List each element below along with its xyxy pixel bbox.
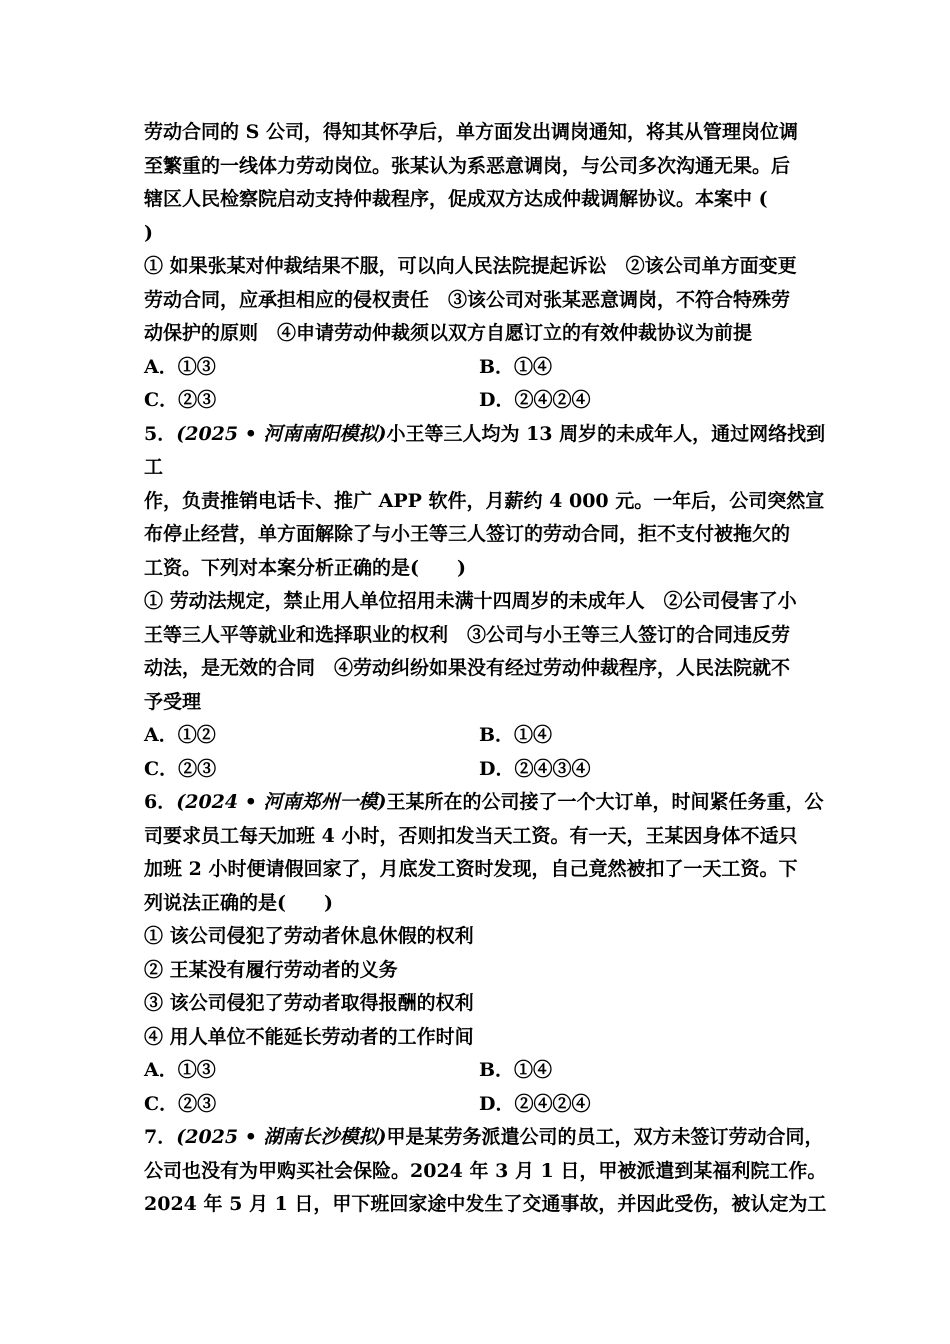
q5-option-c[interactable]: C．②③ xyxy=(144,757,217,780)
q5-statement-line: 予受理 xyxy=(144,690,202,713)
question-5 xyxy=(144,418,834,787)
q5-stem-first: 小王等三人均为 13 周岁的未成年人，通过网络找到工 xyxy=(144,422,826,478)
q4-statement-line: ① 如果张某对仲裁结果不服，可以向人民法院提起诉讼 ②该公司单方面变更 xyxy=(144,255,797,277)
q6-stem-line: 列说法正确的是( ) xyxy=(144,891,333,914)
q7-stem-line: 2024 年 5 月 1 日，甲下班回家途中发生了交通事故，并因此受伤，被认定为工 xyxy=(144,1193,827,1215)
q5-options-row xyxy=(144,719,834,753)
q4-option-a[interactable]: A．①③ xyxy=(144,355,216,378)
q7-source: (2025 • 湖南长沙模拟) xyxy=(176,1126,387,1148)
q6-option-a[interactable]: A．①③ xyxy=(144,1059,216,1081)
q4-option-b[interactable]: B．①④ xyxy=(479,355,553,378)
q4-statement-line: 劳动合同，应承担相应的侵权责任 ③该公司对张某恶意调岗，不符合特殊劳 xyxy=(144,288,791,311)
q6-statement-line: ② 王某没有履行劳动者的义务 xyxy=(144,958,398,981)
q6-statement-line: ④ 用人单位不能延长劳动者的工作时间 xyxy=(144,1025,474,1048)
q6-options-row xyxy=(144,1088,834,1122)
q6-stem-first: 王某所在的公司接了一个大订单，时间紧任务重，公 xyxy=(386,791,824,813)
q6-options-row xyxy=(144,1054,834,1088)
q4-stem-line: 辖区人民检察院启动支持仲裁程序，促成双方达成仲裁调解协议。本案中 ( xyxy=(144,188,768,210)
q6-statement-line: ① 该公司侵犯了劳动者休息休假的权利 xyxy=(144,925,474,947)
document-page xyxy=(144,116,834,1222)
q4-option-d[interactable]: D．②④②④ xyxy=(479,389,591,411)
q5-stem-line: 布停止经营，单方面解除了与小王等三人签订的劳动合同，拒不支付被拖欠的 xyxy=(144,523,791,545)
q5-option-a[interactable]: A．①② xyxy=(144,724,216,746)
q4-options-row xyxy=(144,351,834,385)
question-7 xyxy=(144,1121,834,1222)
q6-option-b[interactable]: B．①④ xyxy=(479,1059,553,1081)
q5-number: 5． xyxy=(144,422,177,445)
q6-option-c[interactable]: C．②③ xyxy=(144,1092,217,1115)
q6-option-d[interactable]: D．②④②④ xyxy=(479,1092,591,1115)
q6-statement-line: ③ 该公司侵犯了劳动者取得报酬的权利 xyxy=(144,992,474,1014)
q4-options-row xyxy=(144,384,834,418)
q4-option-c[interactable]: C．②③ xyxy=(144,389,217,411)
q5-option-b[interactable]: B．①④ xyxy=(479,724,553,746)
q5-statement-line: 王等三人平等就业和选择职业的权利 ③公司与小王等三人签订的合同违反劳 xyxy=(144,623,791,646)
q5-statement-line: 动法，是无效的合同 ④劳动纠纷如果没有经过劳动仲裁程序，人民法院就不 xyxy=(144,657,791,679)
q4-stem-line: ) xyxy=(144,221,153,244)
q7-number: 7． xyxy=(144,1126,177,1148)
q4-stem-line: 至繁重的一线体力劳动岗位。张某认为系恶意调岗，与公司多次沟通无果。后 xyxy=(144,154,791,177)
q5-stem-line xyxy=(144,418,834,485)
q5-options-row xyxy=(144,753,834,787)
q6-stem-line: 加班 2 小时便请假回家了，月底发工资时发现，自己竟然被扣了一天工资。下 xyxy=(144,858,798,880)
q6-number: 6． xyxy=(144,791,177,813)
q4-stem-line: 劳动合同的 S 公司，得知其怀孕后，单方面发出调岗通知，将其从管理岗位调 xyxy=(144,121,798,143)
q6-stem-line: 司要求员工每天加班 4 小时，否则扣发当天工资。有一天，王某因身体不适只 xyxy=(144,824,798,847)
q4-statement-line: 动保护的原则 ④申请劳动仲裁须以双方自愿订立的有效仲裁协议为前提 xyxy=(144,322,753,344)
question-6 xyxy=(144,786,834,1121)
q7-stem-first: 甲是某劳务派遣公司的员工，双方未签订劳动合同， xyxy=(386,1126,824,1148)
q5-source: (2025 • 河南南阳模拟) xyxy=(176,422,387,445)
q6-stem-line xyxy=(144,786,834,820)
q5-statement-line: ① 劳动法规定，禁止用人单位招用未满十四周岁的未成年人 ②公司侵害了小 xyxy=(144,590,797,612)
question-4 xyxy=(144,116,834,418)
q5-stem-line: 作，负责推销电话卡、推广 APP 软件，月薪约 4 000 元。一年后，公司突然宣 xyxy=(144,489,825,512)
q6-source: (2024 • 河南郑州一模) xyxy=(176,791,387,813)
q7-stem-line: 公司也没有为甲购买社会保险。2024 年 3 月 1 日，甲被派遣到某福利院工作。 xyxy=(144,1159,827,1182)
q5-option-d[interactable]: D．②④③④ xyxy=(479,757,591,780)
q7-stem-line xyxy=(144,1121,834,1155)
q5-stem-line: 工资。下列对本案分析正确的是( ) xyxy=(144,556,466,579)
